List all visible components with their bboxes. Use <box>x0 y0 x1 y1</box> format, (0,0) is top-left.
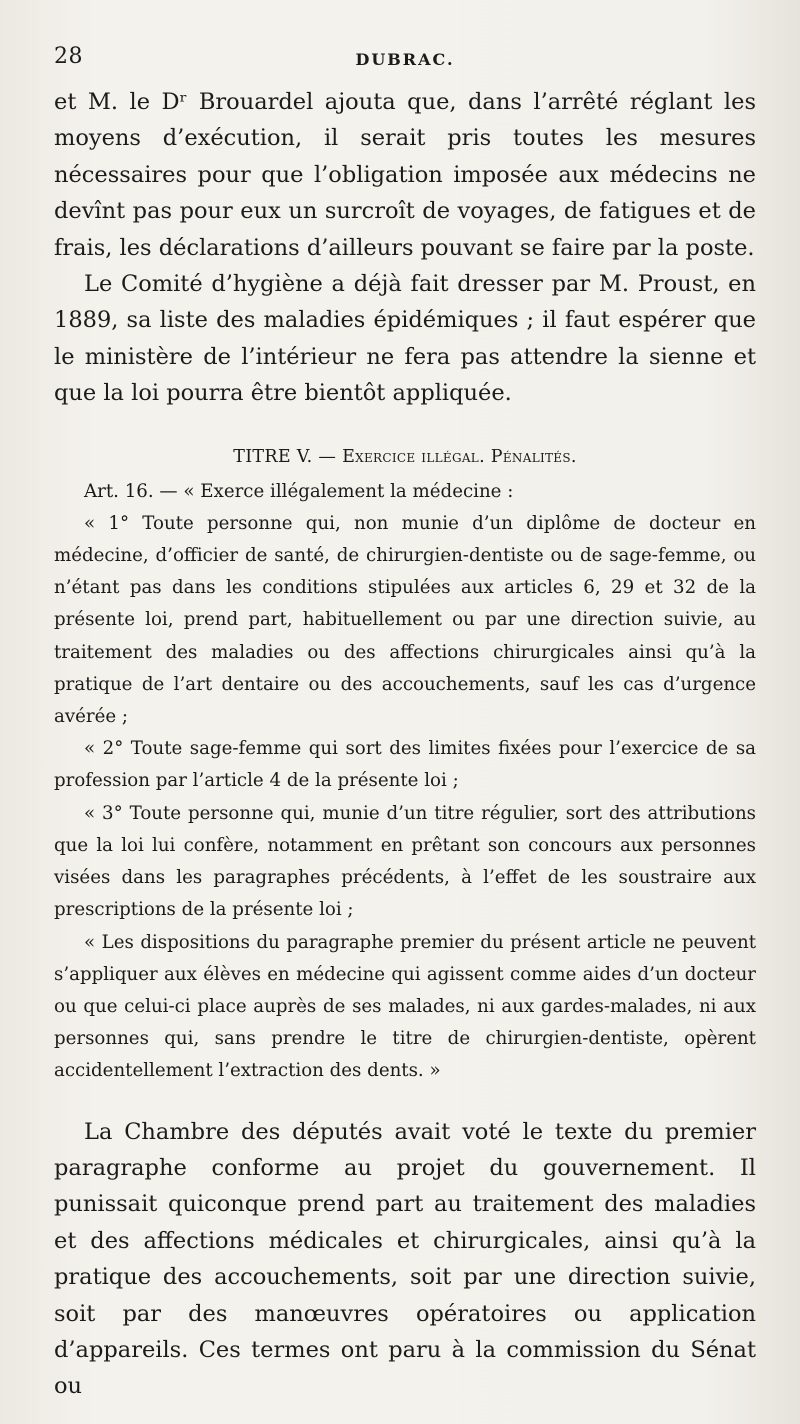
paragraph-comite-hygiene: Le Comité d’hygiène a déjà fait dresser par M. Proust, en 1889, sa liste des maladies épidémiques ; il faut espérer que le ministère de l’intérieur ne fera pas attendre la sienne et que la loi pourra être bientôt appliquée. <box>54 271 756 407</box>
paragraph-brouardel: et M. le Dʳ Brouardel ajouta que, dans l’arrêté réglant les moyens d’exécution, il serait pris toutes les mesures nécessaires pour que l’obligation imposée aux médecins ne devînt pas pour eux un surcroît de voyages, de fatigues et de frais, les déclarations d’ailleurs pouvant se faire par la poste. <box>54 89 756 261</box>
article-exceptions: « Les dispositions du paragraphe premier du présent article ne peuvent s’appliquer aux élèves en médecine qui agissent comme aides d’un docteur ou que celui-ci place auprès de ses malades, ni aux gardes-malades, ni aux personnes qui, sans prendre le titre de chirurgien-dentiste, opèrent accidentellement l’extraction des dents. » <box>54 931 756 1082</box>
article-heading: Art. 16. — « Exerce illégalement la médecine : <box>84 480 514 502</box>
page-header <box>54 40 756 84</box>
article-clause-3: « 3° Toute personne qui, munie d’un titre régulier, sort des attributions que la loi lui confère, notamment en prêtant son concours aux personnes visées dans les paragraphes précédents, à l’effet de les soustraire aux prescriptions de la présente loi ; <box>54 802 756 921</box>
running-head: DUBRAC. <box>355 50 455 69</box>
paragraph-spacer <box>54 1088 756 1114</box>
section-title: TITRE V. — Exercice illégal. Pénalités. <box>233 446 577 467</box>
article-clause-2: « 2° Toute sage-femme qui sort des limites fixées pour l’exercice de sa profession par l’article 4 de la présente loi ; <box>54 738 756 792</box>
article-clause-1: « 1° Toute personne qui, non munie d’un diplôme de docteur en médecine, d’officier de santé, de chirurgien-dentiste ou de sage-femme, ou n’étant pas dans les conditions stipulées aux articles 6, 29 et 32 de la présente loi, prend part, habituellement ou par une direction suivie, au traitement des maladies ou des affections chirurgicales ainsi qu’à la pratique de l’art dentaire ou des accouchements, sauf les cas d’urgence avérée ; <box>54 512 756 728</box>
page-number: 28 <box>54 44 83 69</box>
paragraph-chambre-deputes: La Chambre des députés avait voté le texte du premier paragraphe conforme au projet du gouvernement. Il punissait quiconque prend part au traitement des maladies et des affections médicales et chirurgicales, ainsi qu’à la pratique des accouchements, soit par une direction suivie, soit par des manœuvres opératoires ou application d’appareils. Ces termes ont paru à la commission du Sénat ou <box>54 1118 756 1400</box>
